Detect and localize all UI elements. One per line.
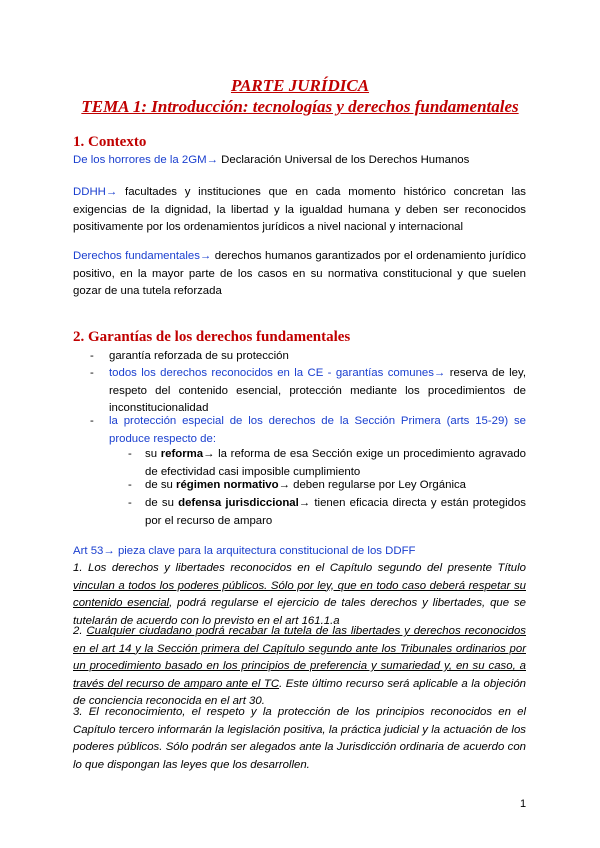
sub-bullet-2-rest: → deben regularse por Ley Orgánica	[278, 479, 467, 491]
page-number: 1	[520, 798, 527, 810]
ddhh-term: DDHH→	[73, 186, 118, 198]
art53-p2-underlined: Cualquier ciudadano podrá recabar la tutela de las libertades y derechos reconocidos en el art 14 y la Sección primera del Capítulo segundo ante los Tribunales ordinarios por un procedimiento basado en los principios de preferencia y sumariedad y, en su caso, a través del recurso de amparo ante el TC	[73, 625, 527, 690]
bullet-dash: -	[90, 350, 94, 362]
sub-bullet-dash: -	[128, 479, 132, 491]
section-2-heading: 2. Garantías de los derechos fundamentales	[73, 329, 351, 345]
df-definition: derechos humanos garantizados por el ordenamiento jurídico positivo, en la mayor parte de los casos en su normativa constitucional y que suelen gozar de una tutela reforzada	[73, 250, 526, 297]
sub-bullet-2-pre: de su	[145, 479, 177, 491]
art53-p2-end: . Este último recurso será aplicable a la objeción de conciencia reconocida en el art 30.	[73, 677, 526, 707]
bullet-3: la protección especial de los derechos de la Sección Primera (arts 15-29) se produce respecto de:	[109, 415, 526, 445]
context-line	[73, 152, 469, 170]
bullet-dash: -	[90, 415, 94, 427]
context-link-text: De los horrores de la 2GM→	[73, 154, 218, 166]
sub-bullet-2	[145, 477, 526, 495]
sub-bullet-3	[145, 495, 526, 530]
sub-bullet-dash: -	[128, 448, 132, 460]
art53-p1-end: , podrá regularse el ejercicio de tales derechos y libertades, que se tutelarán de acuerdo con lo previsto en el art 161.1.a	[73, 597, 526, 627]
sub-bullet-3-rest: → tienen eficacia directa y están protegidos por el recurso de amparo	[145, 497, 526, 527]
art53-p1-start: 1. Los derechos y libertades reconocidos en el Capítulo segundo del presente Título	[73, 562, 526, 574]
art53-p2-start: 2.	[73, 625, 87, 637]
bullet-1: garantía reforzada de su protección	[109, 350, 289, 362]
section-1-heading: 1. Contexto	[73, 134, 147, 150]
bullet-2-rest: reserva de ley, respeto del contenido esencial, protección mediante los procedimientos de inconstitucionalidad	[109, 367, 526, 414]
sub-bullet-1-bold: reforma	[160, 448, 204, 460]
df-paragraph	[73, 248, 526, 301]
sub-bullet-2-bold: régimen normativo	[176, 479, 279, 491]
sub-bullet-3-pre: de su	[145, 497, 179, 509]
ddhh-paragraph	[73, 184, 526, 237]
sub-bullet-1	[145, 446, 526, 481]
context-rest-text: Declaración Universal de los Derechos Humanos	[217, 154, 470, 166]
part-title: PARTE JURÍDICA	[230, 76, 370, 95]
art53-heading: Art 53→ pieza clave para la arquitectura constitucional de los DDFF	[73, 545, 416, 557]
sub-bullet-1-pre: su	[145, 448, 161, 460]
ddhh-definition: facultades y instituciones que en cada momento histórico concretan las exigencias de la dignidad, la libertad y la igualdad humana y deben ser reconocidos positivamente por los ordenamientos jurídicos a nivel nacional y internacional	[73, 186, 526, 233]
art53-paragraph-3: 3. El reconocimiento, el respeto y la protección de los principios reconocidos en el Capítulo tercero informarán la legislación positiva, la práctica judicial y la actuación de los poderes públicos. Sólo podrán ser alegados ante la Jurisdicción ordinaria de acuerdo con lo que dispongan las leyes que los desarrollen.	[73, 706, 526, 771]
sub-bullet-1-rest: → la reforma de esa Sección exige un procedimiento agravado de efectividad casi imposible cumplimiento	[145, 448, 526, 478]
topic-title: TEMA 1: Introducción: tecnologías y derechos fundamentales	[81, 97, 519, 116]
sub-bullet-dash: -	[128, 497, 132, 509]
sub-bullet-3-bold: defensa jurisdiccional	[178, 497, 299, 509]
bullet-2-lead: todos los derechos reconocidos en la CE - garantías comunes→	[109, 367, 446, 379]
bullet-2	[109, 365, 526, 418]
art53-paragraph-2	[73, 623, 526, 711]
art53-p1-underlined: vinculan a todos los poderes públicos. Sólo por ley, que en todo caso deberá respetar su contenido esencial	[73, 579, 526, 609]
art53-paragraph-1	[73, 560, 526, 630]
bullet-dash: -	[90, 367, 94, 379]
df-term: Derechos fundamentales→	[73, 250, 212, 262]
